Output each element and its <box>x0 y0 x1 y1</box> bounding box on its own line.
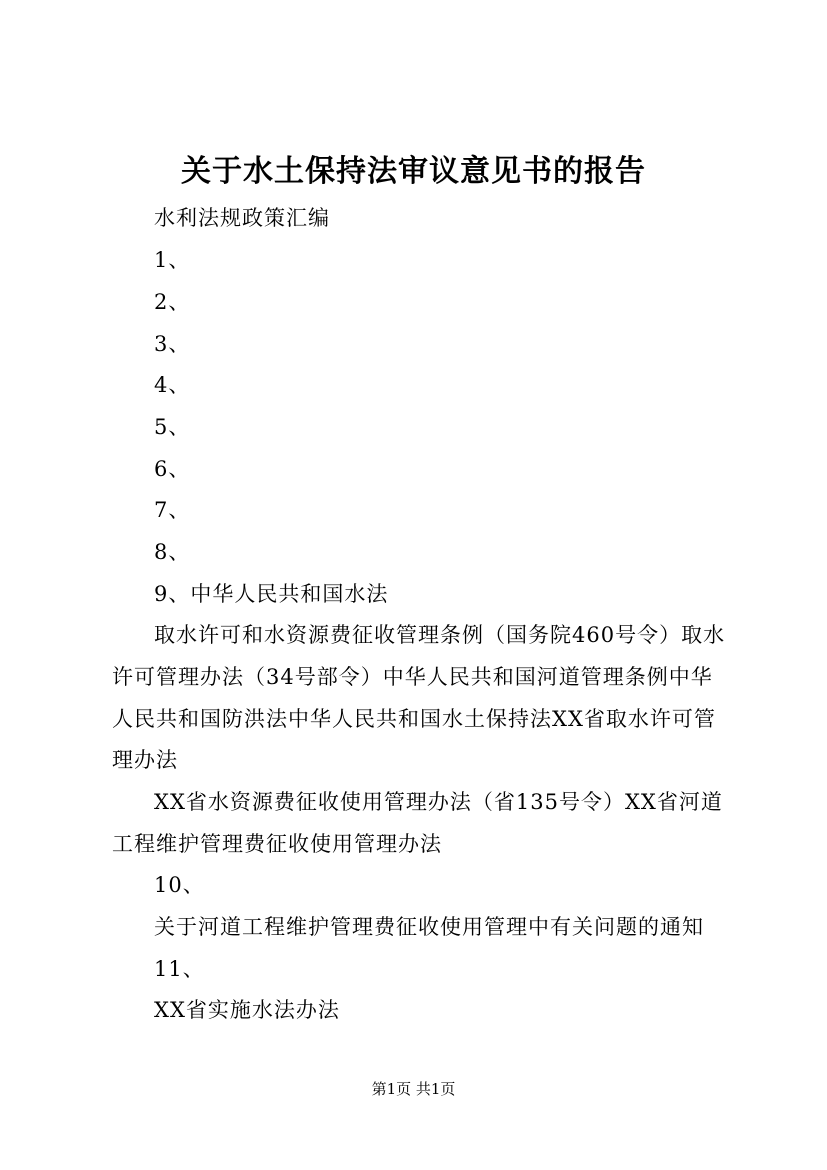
list-item: 3、 <box>154 332 191 356</box>
list-item: 10、 <box>154 873 205 897</box>
list-item: 6、 <box>154 457 191 481</box>
paragraph-line: 工程维护管理费征收使用管理办法 <box>112 832 442 856</box>
paragraph-line: 许可管理办法（34号部令）中华人民共和国河道管理条例中华 <box>112 665 713 689</box>
paragraph-line: XX省水资源费征收使用管理办法（省135号令）XX省河道 <box>154 790 723 814</box>
paragraph-line: 取水许可和水资源费征收管理条例（国务院460号令）取水 <box>154 623 726 647</box>
document-title: 关于水土保持法审议意见书的报告 <box>181 154 646 189</box>
list-item: 9、中华人民共和国水法 <box>154 582 389 606</box>
list-item: 7、 <box>154 498 191 522</box>
list-item: 8、 <box>154 540 191 564</box>
paragraph-line: 理办法 <box>112 748 178 772</box>
list-item: 5、 <box>154 415 191 439</box>
list-item: 11、 <box>154 957 205 981</box>
list-item: 2、 <box>154 290 191 314</box>
page-footer: 第1页 共1页 <box>371 1080 456 1098</box>
paragraph-line: 关于河道工程维护管理费征收使用管理中有关问题的通知 <box>154 915 704 939</box>
document-subtitle: 水利法规政策汇编 <box>154 206 330 230</box>
paragraph-line: XX省实施水法办法 <box>154 998 340 1022</box>
paragraph-line: 人民共和国防洪法中华人民共和国水土保持法XX省取水许可管 <box>112 707 716 731</box>
list-item: 1、 <box>154 248 191 272</box>
list-item: 4、 <box>154 373 191 397</box>
